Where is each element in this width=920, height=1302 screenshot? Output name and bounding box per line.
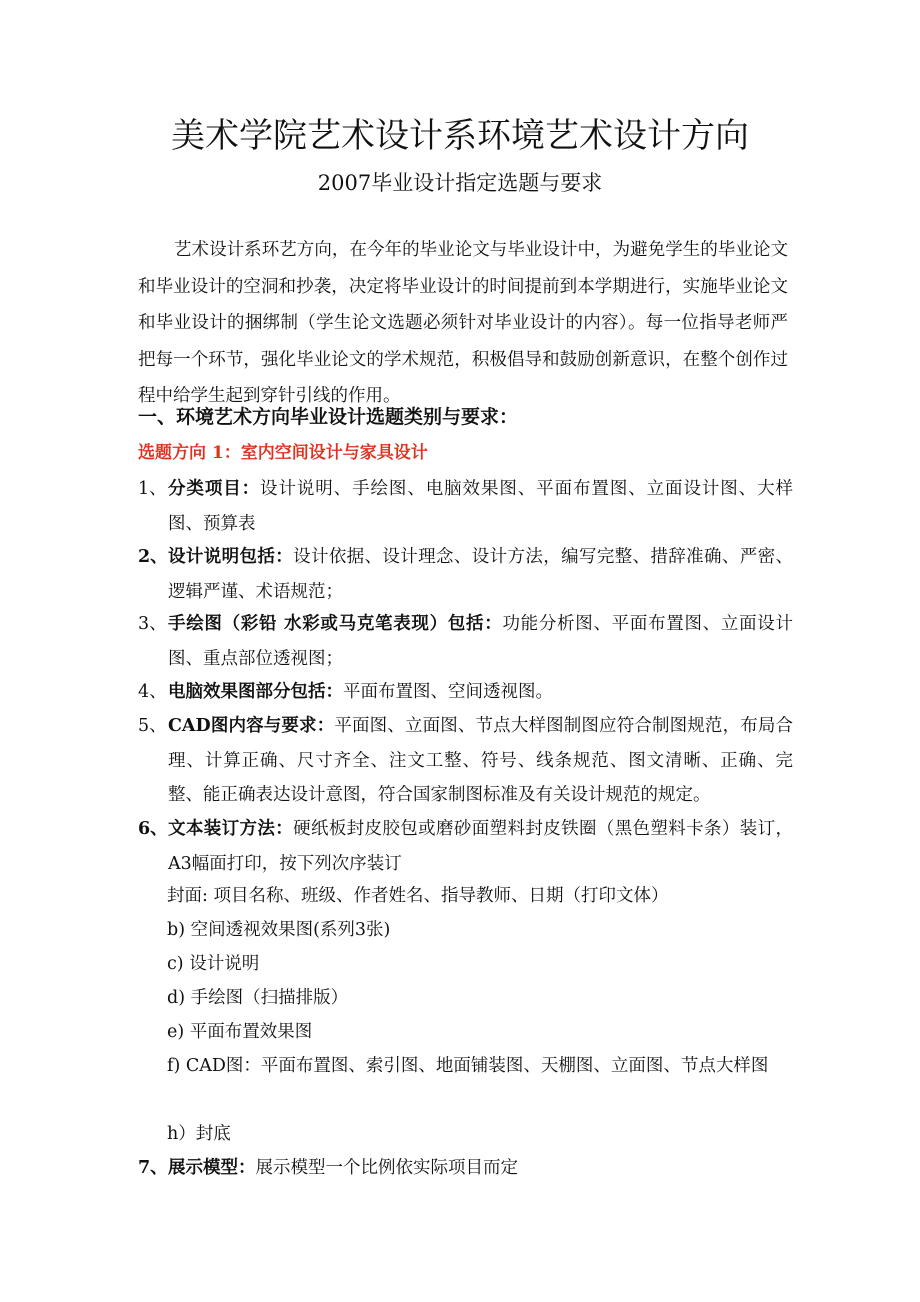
item-text: 展示模型一个比例依实际项目而定 [255,1158,518,1178]
list-item-7 [138,1151,793,1186]
document-subtitle: 2007毕业设计指定选题与要求 [317,171,603,195]
item-content [168,1151,793,1186]
item-label: 分类项目： [168,479,261,499]
item-text: 硬纸板封皮胶包或磨砂面塑料封皮铁圈（黑色塑料卡条）装订，A3幅面打印，按下列次序装订 [168,819,794,874]
intro-paragraph: 艺术设计系环艺方向，在今年的毕业论文与毕业设计中，为避免学生的毕业论文和毕业设计的空洞和抄袭，决定将毕业设计的时间提前到本学期进行，实施毕业论文和毕业设计的捆绑制（学生论文选题必须针对毕业设计的内容）。每一位指导老师严把每一个环节，强化毕业论文的学术规范，积极倡导和鼓励创新意识，在整个创作过程中给学生起到穿针引线的作用。 [138,240,788,406]
item-label: 设计说明包括： [168,547,294,567]
binding-list-item-f: f) CAD图：平面布置图、索引图、地面铺装图、天棚图、立面图、节点大样图 [167,1056,769,1076]
item-label: 展示模型： [168,1158,256,1178]
list-item-5 [138,709,794,805]
item-number: 2、 [138,547,168,567]
item-number: 7、 [138,1158,168,1178]
section-heading: 一、环境艺术方向毕业设计选题类别与要求： [138,406,519,428]
item-content [168,709,793,813]
list-item-4 [138,675,793,710]
item-content [168,472,793,541]
binding-list-item-d: d) 手绘图（扫描排版） [167,988,349,1008]
item-number: 3、 [138,614,167,634]
binding-list-item-e: e) 平面布置效果图 [167,1022,313,1042]
binding-list-item-h: h）封底 [167,1124,231,1144]
item-label: 文本装订方法： [168,819,294,839]
direction-heading: 选题方向 1：室内空间设计与家具设计 [138,443,428,463]
item-label: 手绘图（彩铅 水彩或马克笔表现）包括： [168,614,503,634]
item-label: CAD图内容与要求： [168,716,335,736]
item-number: 1、 [138,479,167,499]
binding-list-item-b: b) 空间透视效果图(系列3张) [167,920,391,940]
item-number: 4、 [138,682,167,702]
item-content [168,812,793,881]
binding-list-item-c: c) 设计说明 [167,954,260,974]
list-item-1 [138,472,793,534]
binding-list-item-cover: 封面: 项目名称、班级、作者姓名、指导教师、日期（打印文体） [167,886,669,906]
item-content [168,607,793,676]
item-text: 设计依据、设计理念、设计方法，编写完整、措辞准确、严密、逻辑严谨、术语规范； [168,547,794,602]
item-text: 功能分析图、平面布置图、立面设计图、重点部位透视图； [168,614,793,669]
item-text: 设计说明、手绘图、电脑效果图、平面布置图、立面设计图、大样图、预算表 [168,479,793,534]
item-text: 平面布置图、空间透视图。 [343,682,553,702]
item-content [168,675,793,710]
item-content [168,540,793,609]
item-number: 6、 [138,819,168,839]
item-text: 平面图、立面图、节点大样图制图应符合制图规范，布局合理、计算正确、尺寸齐全、注文工整、符号、线条规范、图文清晰、正确、完整、能正确表达设计意图，符合国家制图标准及有关设计规范的规定。 [168,716,794,805]
list-item-2 [138,540,794,602]
document-title: 美术学院艺术设计系环境艺术设计方向 [171,116,749,156]
item-label: 电脑效果图部分包括： [168,682,343,702]
list-item-6 [138,812,794,874]
item-number: 5、 [138,716,167,736]
list-item-3 [138,607,793,669]
